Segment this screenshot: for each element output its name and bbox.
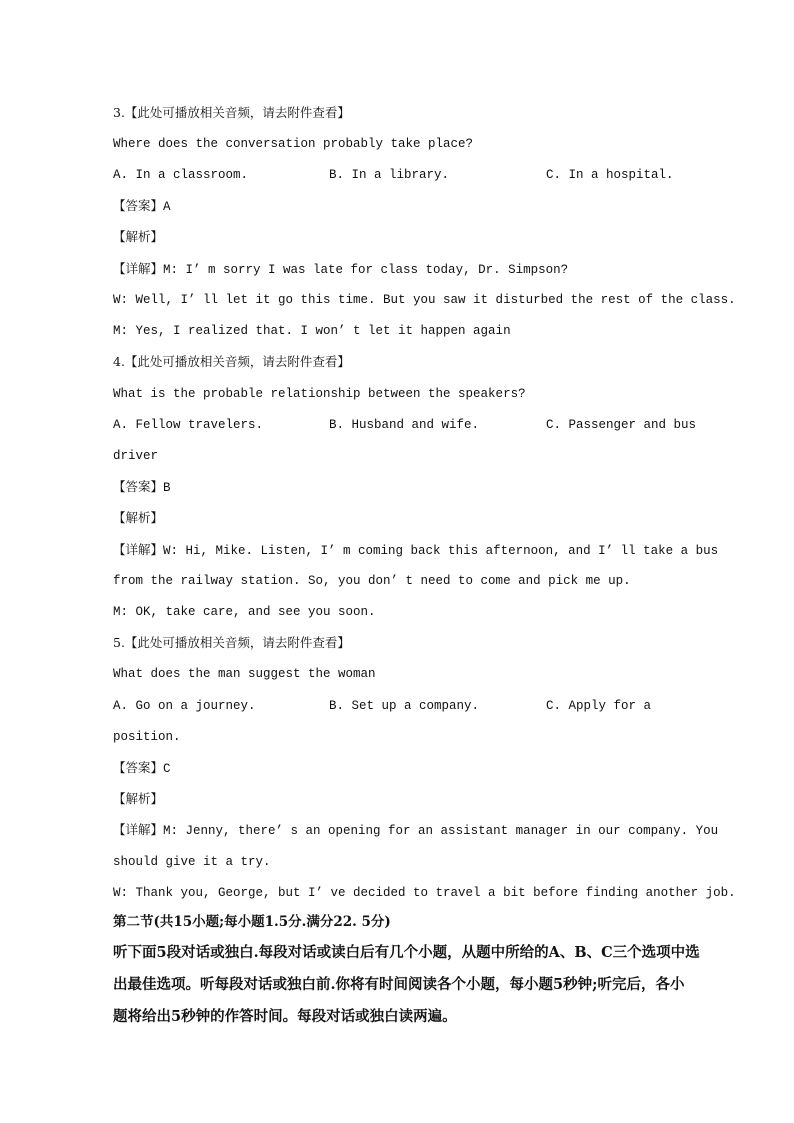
q5-question: What does the man suggest the woman [113,667,376,681]
q3-option-c: C. In a hospital. [546,168,674,182]
q4-question: What is the probable relationship between the speakers? [113,387,526,401]
q5-transcript-line: should give it a try. [113,855,271,869]
q3-option-a: A. In a classroom. [113,168,249,182]
q5-option-c: C. Apply for a [546,699,652,713]
q4-option-b: B. Husband and wife. [329,418,480,432]
detail-label: 【详解】 [113,261,164,276]
q5-analysis-label: 【解析】 [113,791,164,806]
answer-value: A [163,200,171,214]
section-instructions-line: 出最佳选项。听每段对话或独白前.你将有时间阅读各个小题，每小题5秒钟;听完后，各小 [113,976,685,993]
q3-question: Where does the conversation probably take place? [113,137,474,151]
q4-analysis-label: 【解析】 [113,510,164,525]
q5-transcript-line: W: Thank you, George, but I’ ve decided to travel a bit before finding another job. [113,886,736,900]
detail-label: 【详解】 [113,542,164,557]
detail-label: 【详解】 [113,822,164,837]
q4-option-c: C. Passenger and bus [546,418,697,432]
q4-answer [113,479,171,496]
answer-label: 【答案】 [113,479,164,494]
q4-header: 4.【此处可播放相关音频，请去附件查看】 [113,354,350,369]
q5-option-wrap: position. [113,730,181,744]
q3-answer [113,198,171,215]
section-instructions-line: 听下面5段对话或独白.每段对话或读白后有几个小题，从题中所给的A、B、C三个选项中选 [113,944,700,961]
transcript-text: M: I’ m sorry I was late for class today, Dr. Simpson? [163,263,569,277]
q4-transcript-line: from the railway station. So, you don’ t need to come and pick me up. [113,574,631,588]
q3-header: 3.【此处可播放相关音频，请去附件查看】 [113,105,350,120]
answer-label: 【答案】 [113,198,164,213]
transcript-text: W: Hi, Mike. Listen, I’ m coming back this afternoon, and I’ ll take a bus [163,544,719,558]
q4-transcript-line [113,542,718,559]
answer-label: 【答案】 [113,760,164,775]
q3-option-b: B. In a library. [329,168,450,182]
answer-value: C [163,762,171,776]
q5-answer [113,760,171,777]
q3-transcript-line [113,261,568,278]
q5-transcript-line [113,822,718,839]
q5-header: 5.【此处可播放相关音频，请去附件查看】 [113,635,350,650]
q4-transcript-line: M: OK, take care, and see you soon. [113,605,376,619]
section-instructions-line: 题将给出5秒钟的作答时间。每段对话或独白读两遍。 [113,1008,457,1025]
q3-analysis-label: 【解析】 [113,229,164,244]
q4-option-wrap: driver [113,449,159,463]
q3-transcript-line: M: Yes, I realized that. I won’ t let it happen again [113,324,511,338]
q4-option-a: A. Fellow travelers. [113,418,264,432]
answer-value: B [163,481,171,495]
q5-option-b: B. Set up a company. [329,699,480,713]
transcript-text: M: Jenny, there’ s an opening for an assistant manager in our company. You [163,824,719,838]
q3-transcript-line: W: Well, I’ ll let it go this time. But you saw it disturbed the rest of the class. [113,293,736,307]
q5-option-a: A. Go on a journey. [113,699,256,713]
section-title: 第二节(共15小题;每小题1.5分.满分22. 5分) [113,914,391,930]
